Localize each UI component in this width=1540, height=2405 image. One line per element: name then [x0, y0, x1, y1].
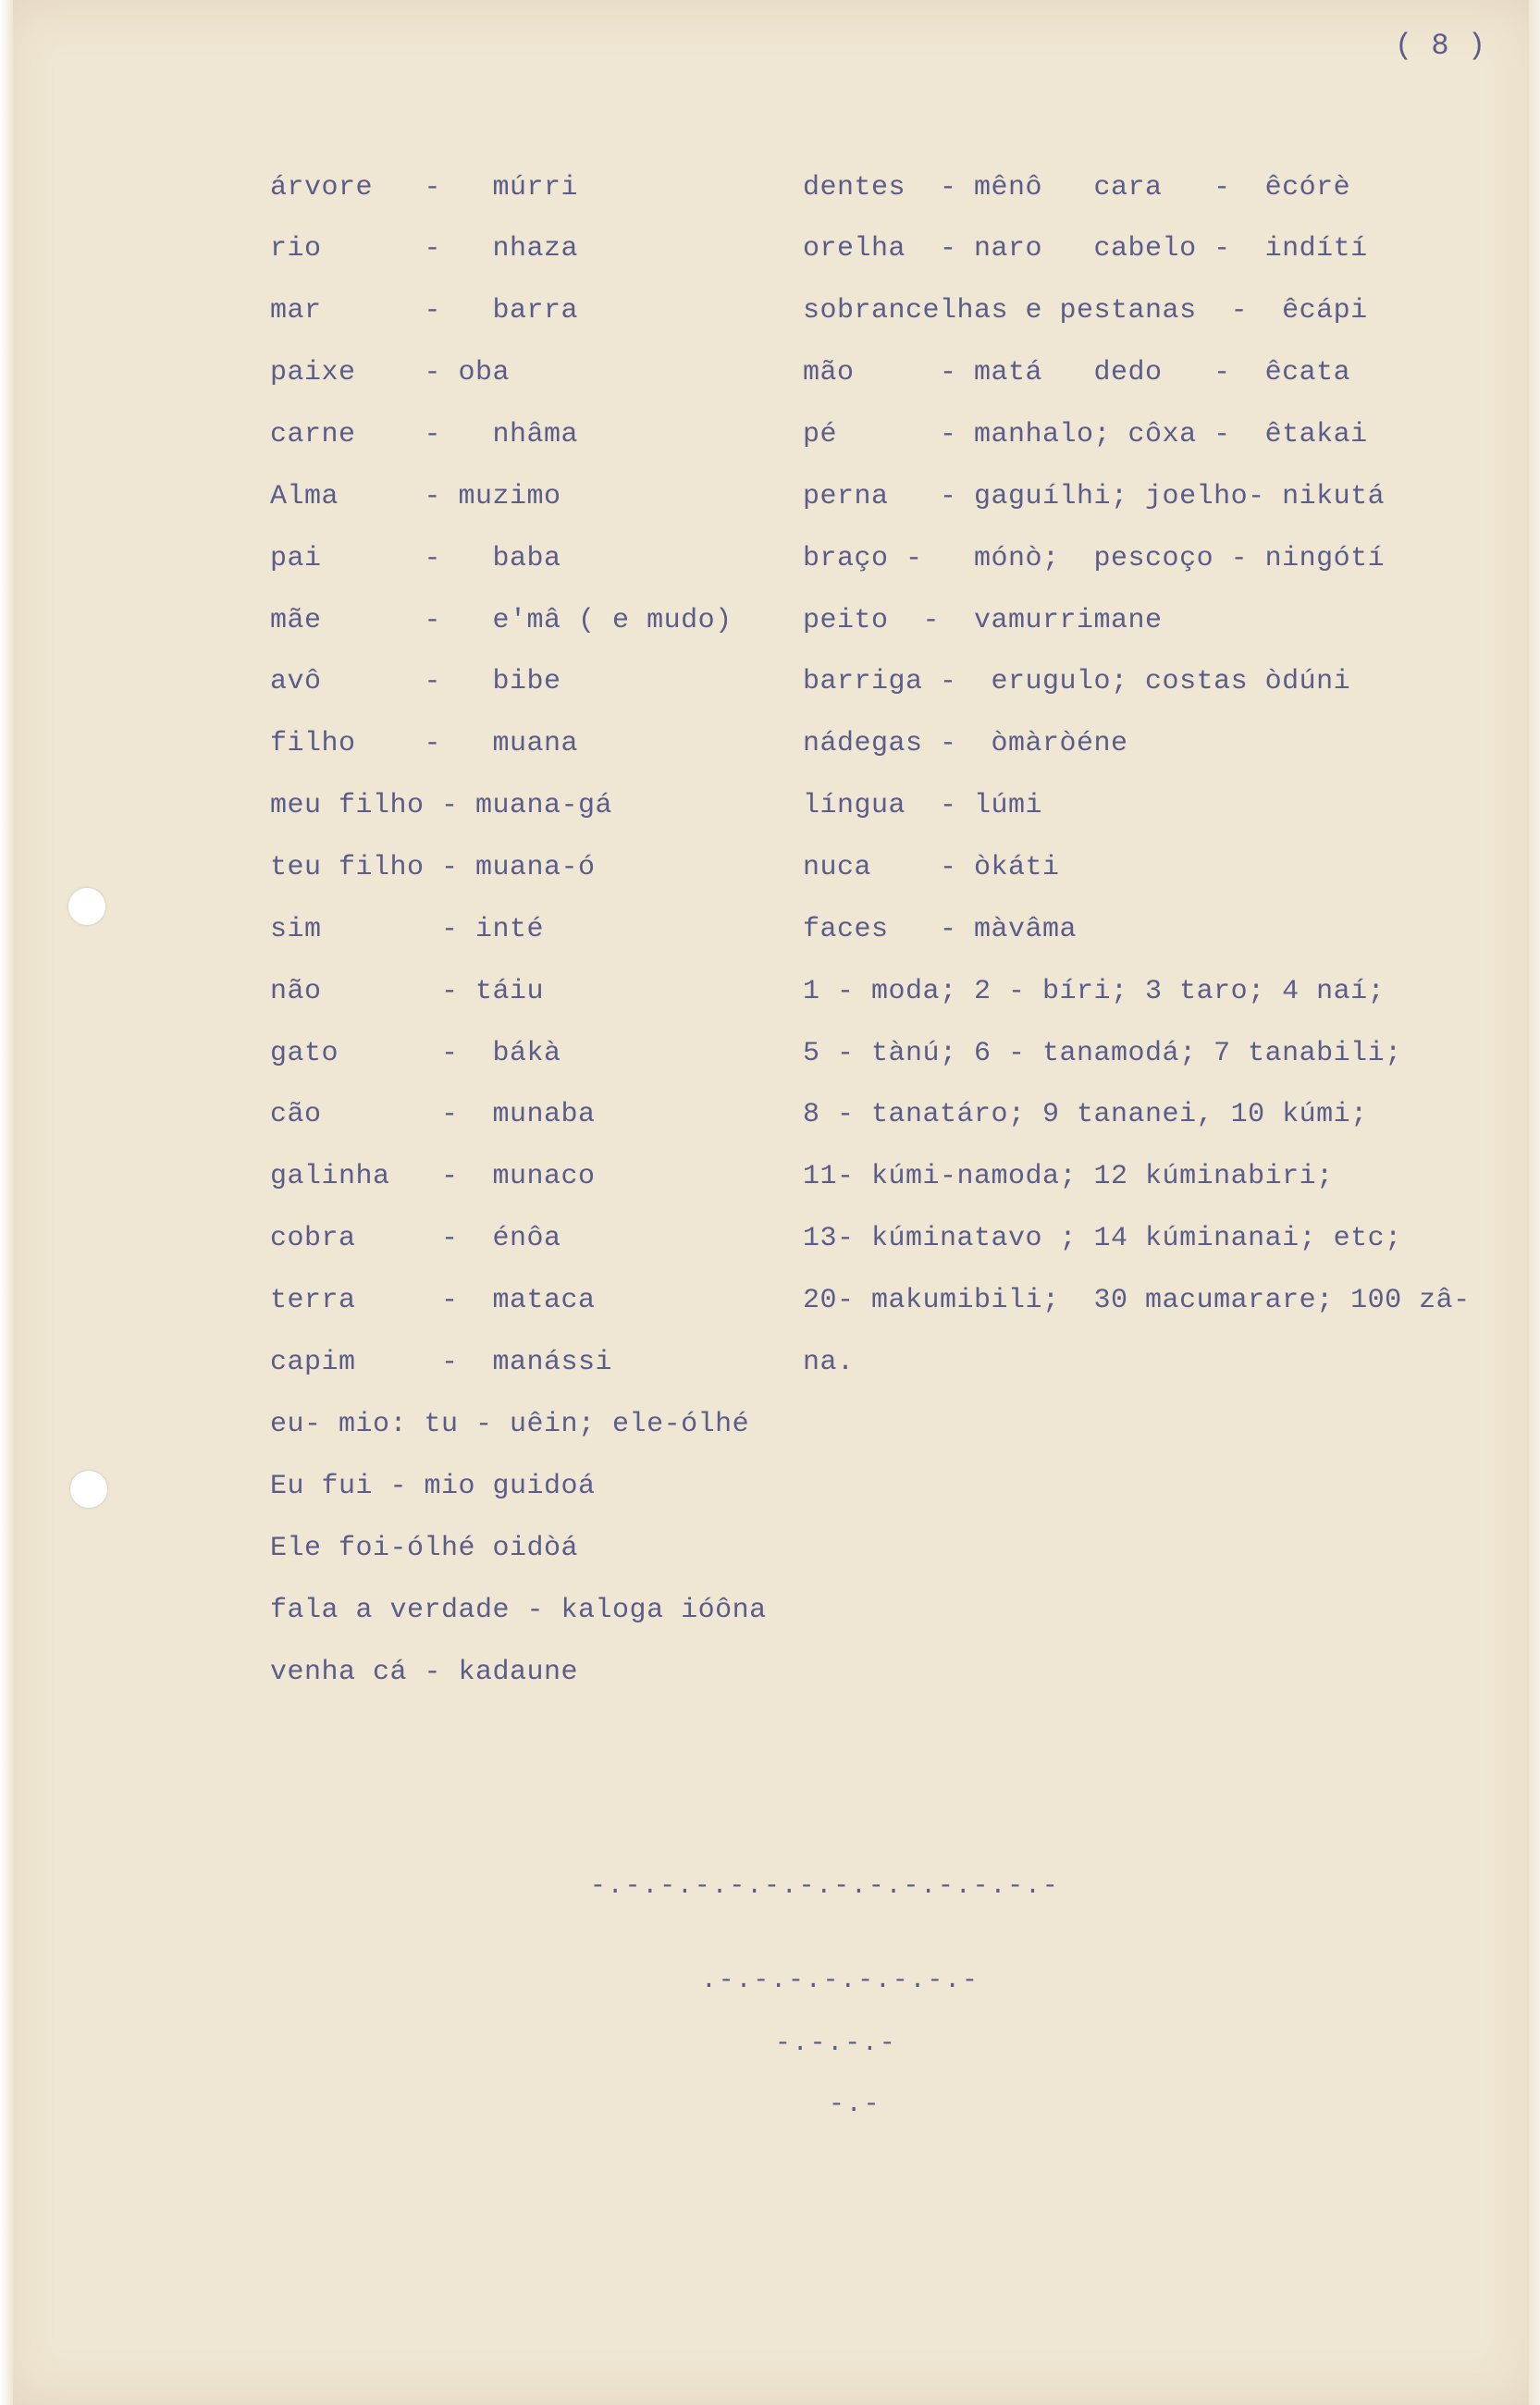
- vocab-left-line: Alma - muzimo: [270, 481, 561, 512]
- vocab-left-line: sim - inté: [270, 914, 545, 945]
- closing-dashes: -.-: [829, 2090, 881, 2119]
- vocab-right-line: mão - matá dedo - êcata: [803, 357, 1351, 388]
- vocab-left-line: teu filho - muana-ó: [270, 852, 596, 883]
- vocab-right-line: pé - manhalo; côxa - êtakai: [803, 419, 1368, 450]
- vocab-right-line: nádegas - òmàròéne: [803, 728, 1128, 759]
- phrase-line: Eu fui - mio guidoá: [270, 1471, 596, 1502]
- vocab-left-line: paixe - oba: [270, 357, 511, 388]
- vocab-left-line: galinha - munaco: [270, 1161, 596, 1192]
- vocab-left-line: pai - baba: [270, 543, 561, 574]
- vocab-left-line: não - táiu: [270, 976, 545, 1007]
- vocab-left-line: gato - bákà: [270, 1038, 561, 1069]
- numbers-line: 13- kúminatavo ; 14 kúminanai; etc;: [803, 1223, 1402, 1254]
- phrase-line: fala a verdade - kaloga ióôna: [270, 1595, 767, 1626]
- page-left-edge: [0, 0, 13, 2405]
- vocab-left-line: capim - manássi: [270, 1347, 613, 1378]
- phrase-line: Ele foi-ólhé oidòá: [270, 1533, 579, 1564]
- vocab-right-line: sobrancelhas e pestanas - êcápi: [803, 295, 1368, 327]
- numbers-line: 5 - tànú; 6 - tanamodá; 7 tanabili;: [803, 1038, 1402, 1069]
- closing-dashes: .-.-.-.-.-.-.-.-: [701, 1967, 979, 1995]
- numbers-line: 20- makumibili; 30 macumarare; 100 zâ-: [803, 1285, 1471, 1316]
- phrase-line: eu- mio: tu - uêin; ele-ólhé: [270, 1409, 750, 1440]
- vocab-left-line: cobra - énôa: [270, 1223, 561, 1254]
- numbers-line: 11- kúmi-namoda; 12 kúminabiri;: [803, 1161, 1334, 1192]
- vocab-left-line: carne - nhâma: [270, 419, 579, 450]
- vocab-left-line: avô - bibe: [270, 666, 561, 697]
- punch-hole-top: [68, 888, 105, 925]
- vocab-left-line: rio - nhaza: [270, 233, 579, 265]
- page-right-edge: [1529, 0, 1540, 2405]
- vocab-right-line: barriga - erugulo; costas òdúni: [803, 666, 1351, 697]
- vocab-left-line: cão - munaba: [270, 1099, 596, 1130]
- closing-dashes: -.-.-.-.-.-.-.-.-.-.-.-.-.-: [590, 1872, 1060, 1901]
- phrase-line: venha cá - kadaune: [270, 1657, 579, 1688]
- vocab-right-line: língua - lúmi: [803, 790, 1043, 821]
- numbers-line: na.: [803, 1347, 855, 1378]
- numbers-line: 1 - moda; 2 - bíri; 3 taro; 4 naí;: [803, 976, 1386, 1007]
- vocab-right-line: perna - gaguílhi; joelho- nikutá: [803, 481, 1386, 512]
- vocab-left-line: filho - muana: [270, 728, 579, 759]
- vocab-right-line: dentes - mênô cara - êcórè: [803, 172, 1351, 204]
- vocab-left-line: mar - barra: [270, 295, 579, 327]
- numbers-line: 8 - tanatáro; 9 tananei, 10 kúmi;: [803, 1099, 1368, 1130]
- vocab-left-line: árvore - múrri: [270, 172, 579, 204]
- closing-dashes: -.-.-.-: [775, 2029, 897, 2058]
- vocab-left-line: meu filho - muana-gá: [270, 790, 613, 821]
- vocab-right-line: peito - vamurrimane: [803, 605, 1163, 636]
- page-number: ( 8 ): [1395, 29, 1486, 63]
- vocab-left-line: terra - mataca: [270, 1285, 596, 1316]
- vocab-right-line: nuca - òkáti: [803, 852, 1060, 883]
- vocab-left-line: mãe - e'mâ ( e mudo): [270, 605, 733, 636]
- vocab-right-line: orelha - naro cabelo - indítí: [803, 233, 1368, 265]
- vocab-right-line: faces - màvâma: [803, 914, 1078, 945]
- punch-hole-bottom: [70, 1471, 107, 1508]
- vocab-right-line: braço - mónò; pescoço - ningótí: [803, 543, 1386, 574]
